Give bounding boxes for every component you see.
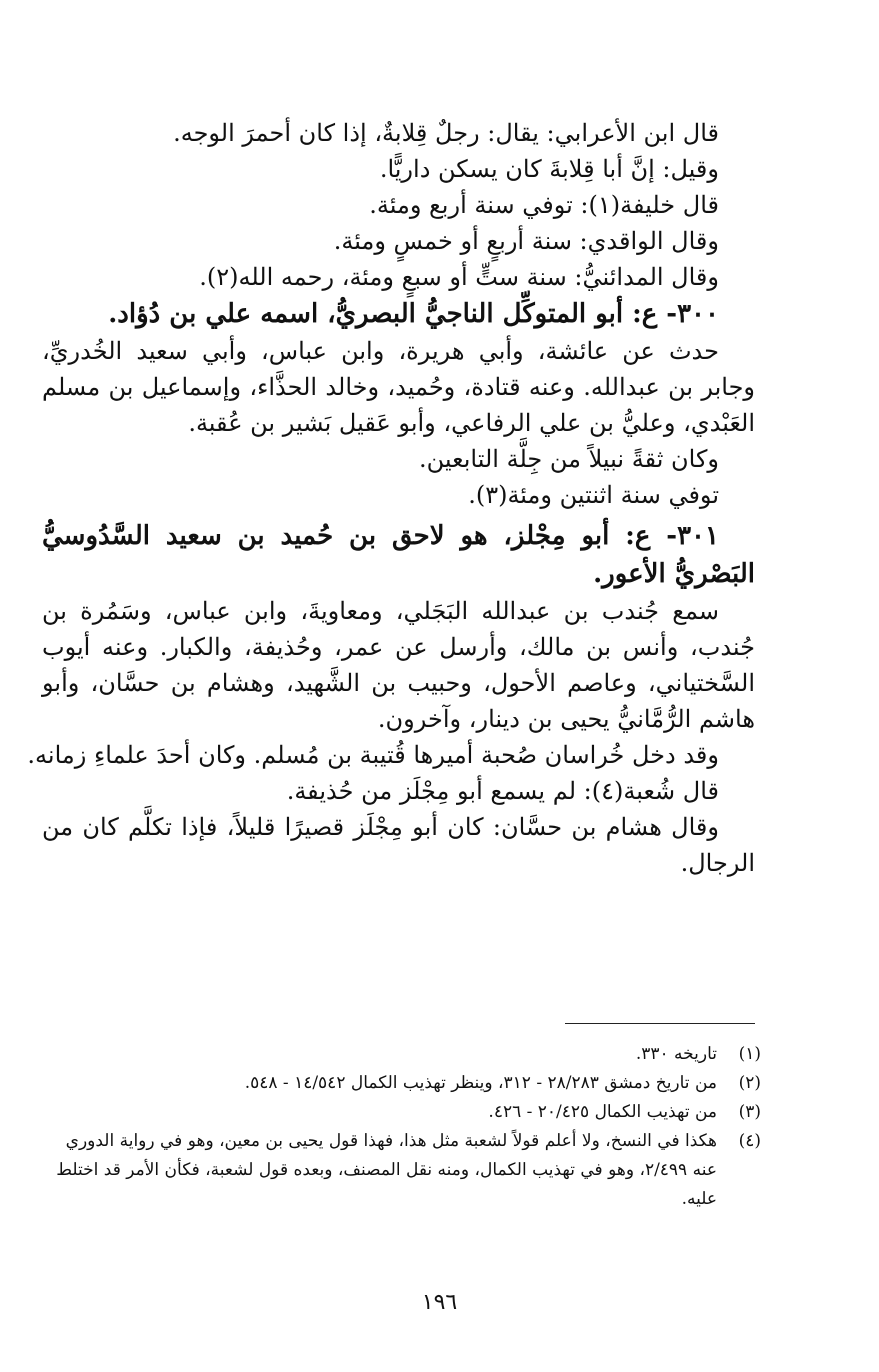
main-text [27,115,756,881]
text-line: وقيل: إنَّ أبا قِلابةَ كان يسكن داريًّا. [379,155,719,183]
footnote [42,1127,761,1214]
footnote-number: (٤) [738,1131,761,1151]
text-line: العَبْدي، وعليُّ بن علي الرفاعي، وأبو عَقيل بَشير بن عُقبة. [188,409,755,437]
footnote-text: تاريخه ٣٣٠. [635,1044,717,1064]
entry-301-heading: ٣٠١- ع: أبو مِجْلز، هو لاحق بن حُميد بن سعيد السَّدُوسيُّ [42,521,719,551]
text-line: الرجال. [680,849,755,877]
text-line: جُندب، وأنس بن مالك، وأرسل عن عمر، وحُذيفة، والكبار. وعنه أيوب [42,633,756,661]
footnote-divider [565,1023,755,1024]
footnote-text: من تاريخ دمشق ٢٨/٢٨٣ - ٣١٢، وينظر تهذيب الكمال ١٤/٥٤٢ - ٥٤٨. [244,1073,717,1093]
footnote [42,1069,761,1098]
text-line: وجابر بن عبدالله. وعنه قتادة، وحُميد، وخالد الحذَّاء، وإسماعيل بن مسلم [42,373,755,401]
text-line: وقال الواقدي: سنة أربعٍ أو خمسٍ ومئة. [333,227,719,255]
page-number: ١٩٦ [421,1290,458,1315]
text-line: وقد دخل خُراسان صُحبة أميرها قُتيبة بن مُسلم. وكان أحدَ علماءِ زمانه. [27,741,719,769]
text-line: قال شُعبة(٤): لم يسمع أبو مِجْلَز من حُذيفة. [286,777,719,805]
text-line: وكان ثقةً نبيلاً من جِلَّة التابعين. [419,445,719,473]
text-line: وقال المدائنيُّ: سنة ستٍّ أو سبعٍ ومئة، رحمه الله(٢). [199,263,719,291]
text-line: هاشم الرُّمَّانيُّ يحيى بن دينار، وآخرون. [377,705,755,733]
text-line: سمع جُندب بن عبدالله البَجَلي، ومعاويةَ، وابن عباس، وسَمُرة بن [42,597,719,625]
text-line: قال خليفة(١): توفي سنة أربع ومئة. [369,191,719,219]
entry-300-heading: ٣٠٠- ع: أبو المتوكِّل الناجيُّ البصريُّ، اسمه علي بن دُؤاد. [108,299,719,329]
entry-301-heading-cont: البَصْريُّ الأعور. [593,559,755,589]
footnote-number: (٣) [738,1102,761,1122]
text-line: السَّختياني، وعاصم الأحول، وحبيب بن الشَّهيد، وهشام بن حسَّان، وأبو [42,669,756,697]
text-line: توفي سنة اثنتين ومئة(٣). [468,481,719,509]
text-line: قال ابن الأعرابي: يقال: رجلٌ قِلابةٌ، إذا كان أحمرَ الوجه. [173,119,719,147]
footnote [42,1040,761,1069]
footnote [42,1098,761,1127]
text-line: وقال هشام بن حسَّان: كان أبو مِجْلَز قصيرًا قليلاً، فإذا تكلَّم كان من [42,813,719,841]
footnote-number: (١) [738,1044,761,1064]
footnote-text: من تهذيب الكمال ٢٠/٤٢٥ - ٤٢٦. [488,1102,717,1122]
footnote-text: هكذا في النسخ، ولا أعلم قولاً لشعبة مثل هذا، فهذا قول يحيى بن معين، وهو في رواية الدوري عنه ٢/٤٩٩، وهو في تهذيب الكمال، ومنه نقل المصنف، وبعده قول لشعبة، فكأن الأمر قد اختلط عليه. [56,1131,717,1209]
footnotes [42,1040,761,1214]
footnote-number: (٢) [738,1073,761,1093]
text-line: حدث عن عائشة، وأبي هريرة، وابن عباس، وأبي سعيد الخُدريِّ، [42,337,719,365]
